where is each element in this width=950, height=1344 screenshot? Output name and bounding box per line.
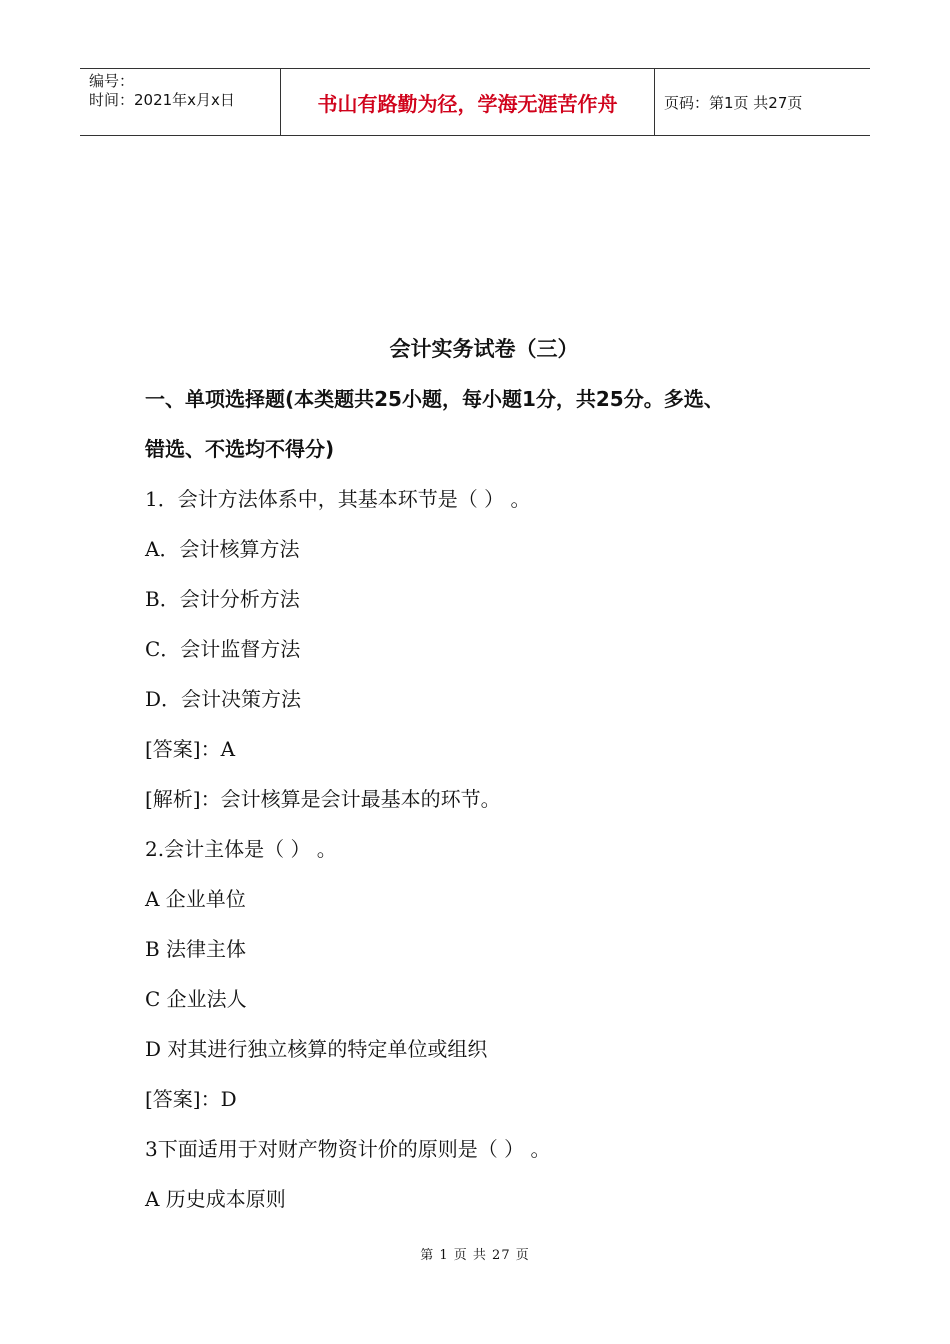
document-body — [145, 328, 825, 1224]
question-1-option-b: B．会计分析方法 — [145, 587, 300, 611]
question-1-answer: [答案]：A — [145, 737, 236, 761]
question-3-option-a: A 历史成本原则 — [145, 1187, 286, 1211]
document-title: 会计实务试卷（三） — [389, 337, 579, 361]
section-heading-line1: 一、单项选择题(本类题共25小题，每小题1分，共25分。多选、 — [145, 387, 724, 411]
header-meta — [80, 69, 281, 135]
question-1-option-a: A．会计核算方法 — [145, 537, 300, 561]
section-heading-line2: 错选、不选均不得分) — [145, 437, 335, 461]
question-2-option-a: A 企业单位 — [145, 887, 246, 911]
question-2-answer: [答案]：D — [145, 1087, 237, 1111]
header-time-label: 时间：2021年x月x日 — [89, 91, 235, 109]
header-motto: 书山有路勤为径，学海无涯苦作舟 — [281, 69, 655, 135]
question-2-option-c: C 企业法人 — [145, 987, 247, 1011]
question-2-option-b: B 法律主体 — [145, 937, 247, 961]
question-2: 2.会计主体是（ ） 。 — [145, 837, 337, 861]
question-1: 1．会计方法体系中，其基本环节是（ ） 。 — [145, 487, 531, 511]
section-heading — [145, 374, 825, 474]
page-footer: 第 1 页 共 27 页 — [420, 1248, 530, 1263]
question-1-option-d: D．会计决策方法 — [145, 687, 302, 711]
question-1-explanation: [解析]：会计核算是会计最基本的环节。 — [145, 787, 501, 811]
question-3: 3下面适用于对财产物资计价的原则是（ ） 。 — [145, 1137, 551, 1161]
page-header — [80, 68, 870, 136]
header-page-info: 页码：第1页 共27页 — [664, 93, 803, 112]
question-1-option-c: C．会计监督方法 — [145, 637, 301, 661]
question-2-option-d: D 对其进行独立核算的特定单位或组织 — [145, 1037, 488, 1061]
header-number-label: 编号： — [89, 72, 135, 90]
